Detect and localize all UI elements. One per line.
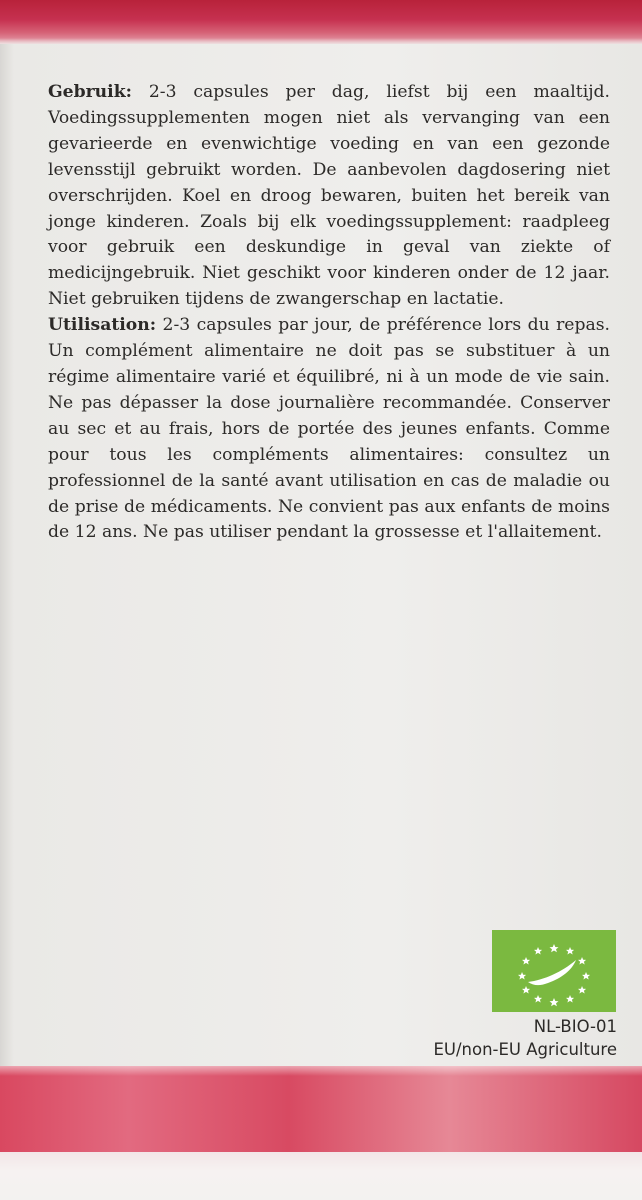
instructions-dutch-text: 2-3 capsules per dag, liefst bij een maaltijd. Voedingssupplementen mogen niet als vervanging van een gevarieerde en evenwichtige voeding en van een gezonde levensstijl gebruikt worden. De aanbevolen dagdosering niet overschrijden. Koel en droog bewaren, buiten het bereik van jonge kinderen. Zoals bij elk voedingssupplement: raadpleeg voor gebruik een deskundige in geval van ziekte of medicijngebruik. Niet geschikt voor kinderen onder de 12 jaar. Niet gebruiken tijdens de zwangerschap en lactatie. — [48, 82, 610, 310]
instructions-french-label: Utilisation: — [48, 315, 157, 336]
bottom-edge — [0, 1152, 642, 1200]
instructions-dutch — [48, 80, 610, 313]
top-color-band — [0, 0, 642, 44]
instructions-french-text: 2-3 capsules par jour, de préférence lors du repas. Un complément alimentaire ne doit pas se substituer à un régime alimentaire varié et équilibré, ni à un mode de vie sain. Ne pas dépasser la dose journalière recommandée. Conserver au sec et au frais, hors de portée des jeunes enfants. Comme pour tous les compléments alimentaires: consultez un professionnel de la santé avant utilisation en cas de maladie ou de prise de médicaments. Ne convient pas aux enfants de moins de 12 ans. Ne pas utiliser pendant la grossesse et l'allaitement. — [48, 315, 610, 543]
usage-instructions — [48, 80, 610, 546]
bottom-color-band — [0, 1066, 642, 1152]
instructions-french — [48, 313, 610, 546]
eu-organic-leaf-icon — [492, 930, 616, 1012]
instructions-dutch-label: Gebruik: — [48, 82, 132, 102]
organic-certification-code: NL-BIO-01 — [533, 1017, 617, 1036]
agriculture-origin: EU/non-EU Agriculture — [433, 1040, 617, 1059]
